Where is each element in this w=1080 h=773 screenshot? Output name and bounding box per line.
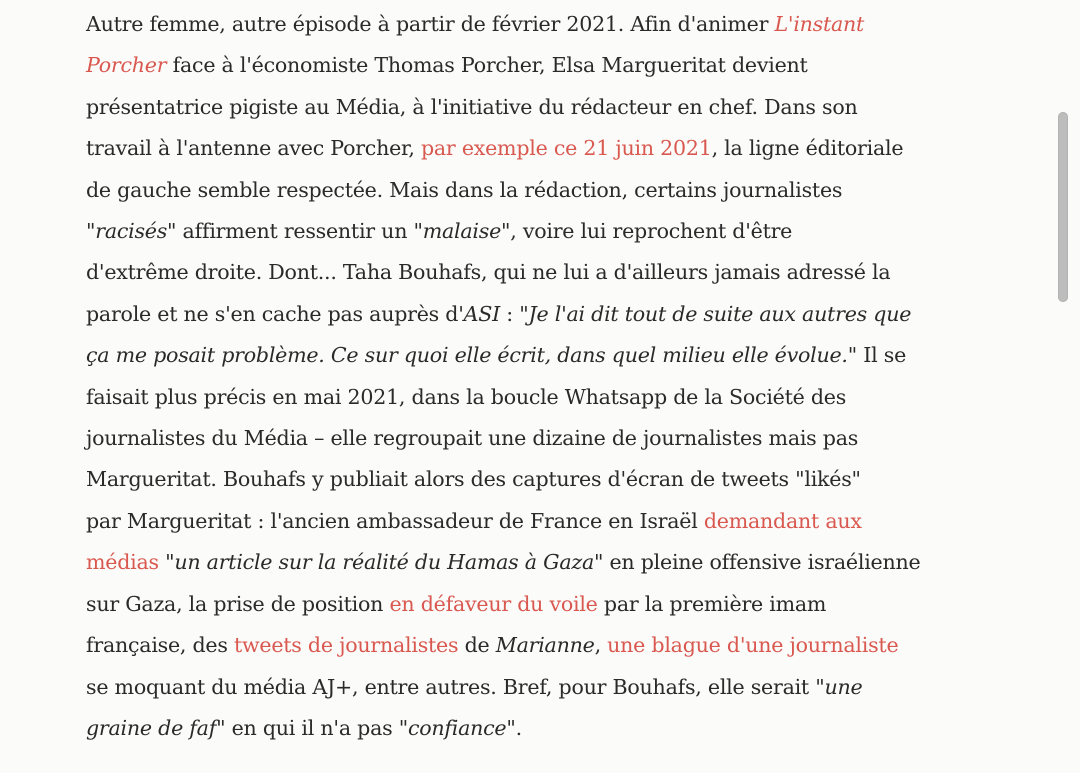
text-run: en qui il n'a pas: [225, 715, 399, 740]
text-run: travail à l'antenne avec Porcher,: [86, 136, 421, 161]
text-run: Autre femme, autre épisode à partir de février 2021. Afin d'animer: [86, 12, 775, 36]
text-line: [86, 211, 991, 252]
text-run: sur Gaza, la prise de position: [86, 591, 390, 616]
text-line: [86, 667, 991, 708]
italic-text: ASI: [463, 301, 501, 326]
text-line: [86, 87, 991, 128]
text-line: [86, 377, 991, 418]
inline-link[interactable]: une blague d'une journaliste: [607, 633, 899, 658]
inline-link[interactable]: L'instant: [774, 12, 865, 36]
text-run: faisait plus précis en mai 2021, dans la boucle Whatsapp de la Société des: [86, 384, 847, 409]
italic-text: "une: [815, 674, 863, 699]
text-line: [86, 459, 991, 500]
inline-link[interactable]: par exemple ce 21 juin 2021: [420, 136, 712, 161]
text-run: par la première imam: [597, 591, 827, 616]
text-line: [86, 501, 991, 542]
text-line: [86, 45, 991, 86]
italic-text: graine de faf": [86, 715, 226, 740]
text-run: .: [515, 715, 522, 740]
text-run: de: [458, 633, 496, 658]
text-run: Margueritat. Bouhafs y publiait alors des captures d'écran de tweets "likés": [86, 467, 861, 492]
text-run: journalistes du Média – elle regroupait une dizaine de journalistes mais pas: [86, 426, 859, 451]
text-line: [86, 252, 991, 293]
italic-text: Marianne: [495, 633, 595, 658]
article-paragraph: [86, 4, 991, 749]
italic-text: ça me posait problème. Ce sur quoi elle écrit, dans quel milieu elle évolue.: [86, 343, 848, 368]
text-line: [86, 418, 991, 459]
text-run: d'extrême droite. Dont... Taha Bouhafs, qui ne lui a d'ailleurs jamais adressé la: [86, 260, 891, 285]
italic-text: "un article sur la réalité du Hamas à Gaza": [165, 550, 604, 575]
inline-link[interactable]: médias: [86, 550, 159, 575]
text-line: [86, 294, 991, 335]
scrollbar-thumb[interactable]: [1058, 112, 1068, 302]
text-run: " Il se: [847, 343, 907, 368]
text-run: , la ligne éditoriale: [711, 136, 904, 161]
inline-link[interactable]: en défaveur du voile: [389, 591, 598, 616]
vertical-scrollbar[interactable]: [1050, 0, 1080, 773]
text-run: parole et ne s'en cache pas auprès d': [86, 301, 464, 326]
article-body: [86, 4, 991, 749]
text-run: , voire lui reprochent d'être: [510, 219, 793, 244]
text-line: [86, 542, 991, 583]
italic-text: "Je l'ai dit tout de suite aux autres que: [519, 301, 912, 326]
italic-text: "racisés": [86, 219, 177, 244]
text-run: :: [500, 301, 520, 326]
italic-text: "confiance": [398, 715, 516, 740]
inline-link[interactable]: tweets de journalistes: [234, 633, 459, 658]
text-run: face à l'économiste Thomas Porcher, Elsa Margueritat devient: [166, 53, 808, 78]
inline-link[interactable]: Porcher: [86, 53, 167, 78]
text-line: [86, 4, 991, 45]
text-line: [86, 335, 991, 376]
text-line: [86, 625, 991, 666]
inline-link[interactable]: demandant aux: [703, 508, 862, 533]
text-run: présentatrice pigiste au Média, à l'initiative du rédacteur en chef. Dans son: [86, 94, 858, 119]
text-run: de gauche semble respectée. Mais dans la rédaction, certains journalistes: [86, 177, 843, 202]
text-run: par Margueritat : l'ancien ambassadeur de France en Israël: [86, 508, 704, 533]
text-run: française, des: [86, 633, 234, 658]
text-line: [86, 584, 991, 625]
text-run: affirment ressentir un: [176, 219, 414, 244]
text-line: [86, 708, 991, 749]
text-run: en pleine offensive israélienne: [603, 550, 921, 575]
italic-text: "malaise": [413, 219, 511, 244]
text-run: ,: [594, 633, 608, 658]
text-line: [86, 170, 991, 211]
text-line: [86, 128, 991, 169]
text-run: se moquant du média AJ+, entre autres. Bref, pour Bouhafs, elle serait: [86, 674, 816, 699]
